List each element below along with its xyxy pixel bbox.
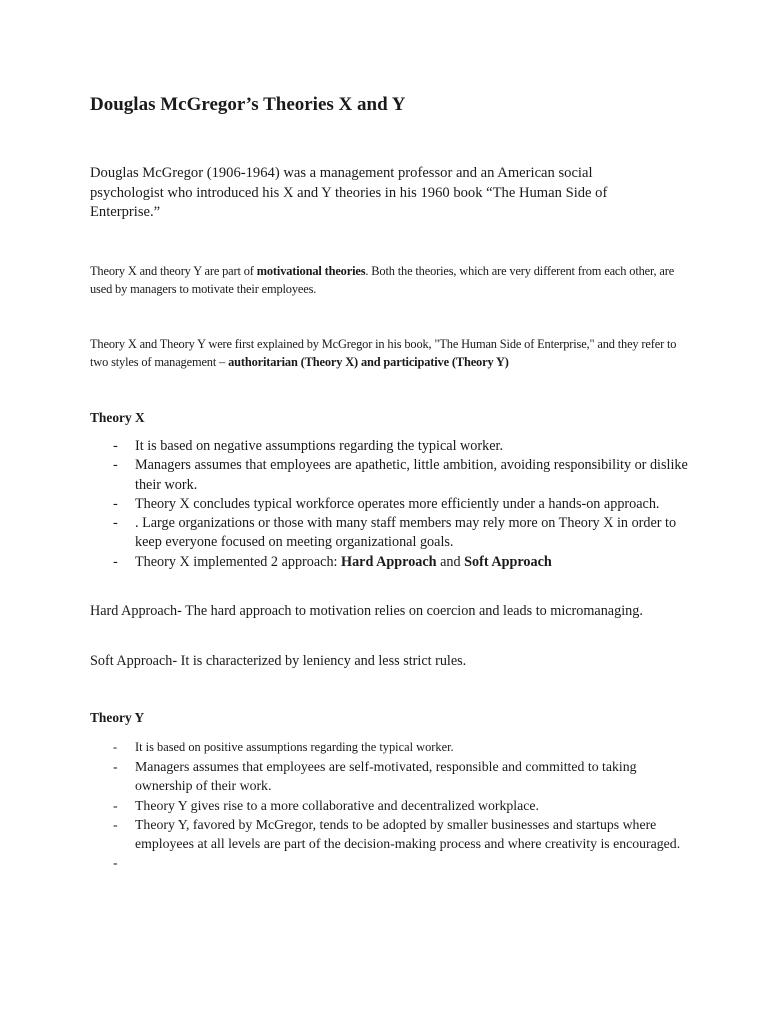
dash-bullet: - (113, 797, 118, 813)
list-item-text: Theory Y gives rise to a more collaborative and decentralized workplace. (135, 797, 539, 813)
list-item-text: It is based on positive assumptions regarding the typical worker. (135, 740, 454, 754)
para2-text-before: Theory X and theory Y are part of (90, 264, 257, 278)
document-title: Douglas McGregor’s Theories X and Y (90, 94, 406, 115)
para3-bold-term: authoritarian (Theory X) and participative (Theory Y) (228, 355, 509, 369)
theory-x-heading: Theory X (90, 410, 145, 425)
dash-bullet: - (113, 515, 118, 532)
list-item (90, 796, 690, 815)
list-item-text: . Large organizations or those with many staff members may rely more on Theory X in order to keep everyone focused on meeting organizational goals. (135, 515, 677, 551)
dash-bullet: - (113, 457, 118, 474)
list-item-text: Theory X implemented 2 approach: (135, 553, 342, 570)
dash-bullet: - (113, 855, 118, 871)
para3-text-before: Theory X and Theory Y were first explained by McGregor in his book, "The Human Side of Enterprise," and they refer to two styles of management – (90, 337, 677, 369)
list-item (90, 815, 690, 853)
dash-bullet: - (113, 553, 118, 570)
para2-text-after: . Both the theories, which are very different from each other, are used by managers to motivate their employees. (90, 264, 675, 296)
hard-approach-paragraph: Hard Approach- The hard approach to motivation relies on coercion and leads to micromanaging. (90, 603, 643, 619)
para2-bold-term: motivational theories (256, 264, 366, 278)
dash-bullet: - (113, 495, 118, 512)
dash-bullet: - (113, 759, 118, 775)
list-item-text: Managers assumes that employees are apathetic, little ambition, avoiding responsibility or dislike their work. (135, 457, 688, 493)
list-item-text: Managers assumes that employees are self-motivated, responsible and committed to taking ownership of their work. (135, 759, 637, 794)
dash-bullet: - (113, 740, 118, 754)
list-item (90, 757, 690, 795)
hard-approach-term: Hard Approach (341, 553, 437, 570)
management-styles-paragraph (90, 335, 680, 371)
list-item (90, 437, 690, 456)
soft-approach-paragraph: Soft Approach- It is characterized by leniency and less strict rules. (90, 653, 467, 669)
list-item-empty (90, 853, 690, 872)
motivational-theories-paragraph (90, 262, 680, 298)
list-item-text: Theory X concludes typical workforce operates more efficiently under a hands-on approach. (135, 495, 660, 512)
soft-approach-term: Soft Approach (464, 553, 552, 570)
theory-x-list (90, 437, 690, 572)
dash-bullet: - (113, 816, 118, 832)
list-item (90, 553, 690, 572)
intro-paragraph: Douglas McGregor (1906-1964) was a management professor and an American social psychologist who introduced his X and Y theories in his 1960 book “The Human Side of Enterprise.” (90, 165, 608, 220)
list-item (90, 495, 690, 514)
list-item-text: and (436, 553, 465, 570)
list-item (90, 738, 690, 757)
list-item (90, 456, 690, 495)
dash-bullet: - (113, 438, 118, 454)
list-item-text: Theory Y, favored by McGregor, tends to be adopted by smaller businesses and startups where employees at all levels are part of the decision-making process and where creativity is encouraged. (135, 816, 681, 852)
theory-y-heading: Theory Y (90, 710, 145, 725)
theory-y-list (90, 738, 690, 872)
list-item-text: It is based on negative assumptions regarding the typical worker. (135, 438, 503, 454)
list-item (90, 514, 690, 553)
